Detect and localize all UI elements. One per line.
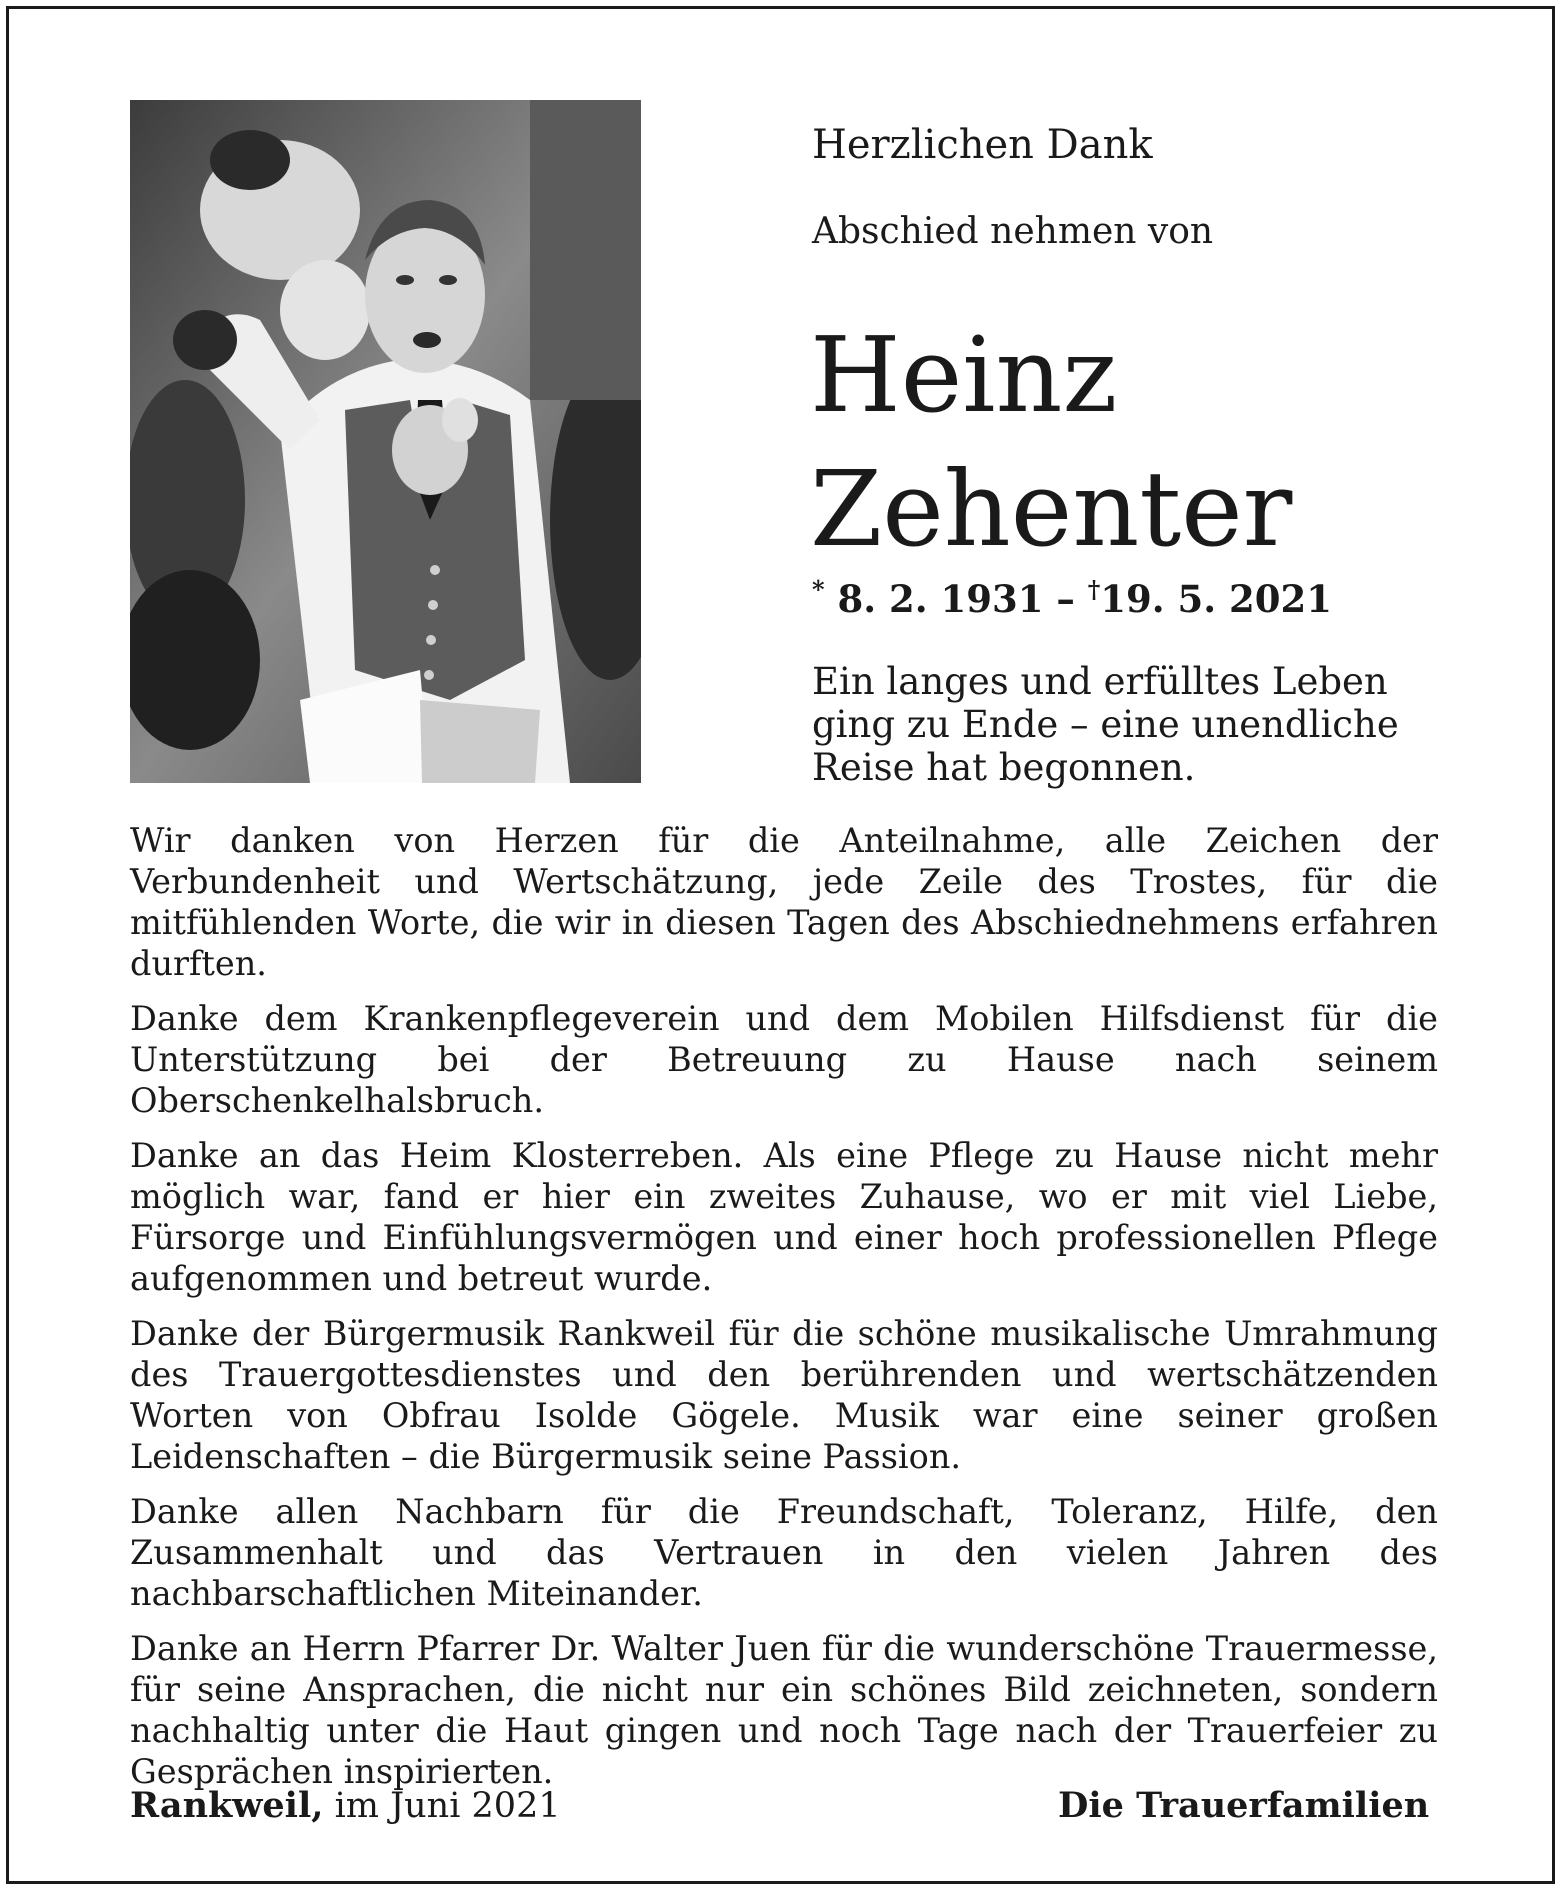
date-separator: – bbox=[1056, 577, 1075, 621]
death-symbol: † bbox=[1087, 575, 1101, 604]
life-dates bbox=[812, 575, 1332, 621]
intro-text: Ein langes und erfülltes Leben ging zu Ende – eine unendliche Reise hat begonnen. bbox=[812, 660, 1399, 789]
thanks-heading: Herzlichen Dank bbox=[812, 122, 1153, 168]
first-name: Heinz bbox=[810, 314, 1118, 436]
paragraph: Danke an Herrn Pfarrer Dr. Walter Juen für die wunderschöne Trauermesse, für seine Ansprachen, die nicht nur ein schönes Bild zeichneten, sondern nachhaltig unter die Haut gingen und noch Tage nach der Trauerfeier zu Gesprächen inspirierten. bbox=[130, 1629, 1438, 1791]
portrait-photo bbox=[130, 100, 641, 783]
signature: Die Trauerfamilien bbox=[1058, 1785, 1430, 1826]
paragraph: Wir danken von Herzen für die Anteilnahme, alle Zeichen der Verbundenheit und Wertschätzung, jede Zeile des Trostes, für die mitfühlenden Worte, die wir in diesen Tagen des Abschiednehmens erfahren durften. bbox=[130, 821, 1438, 983]
paragraph: Danke dem Krankenpflegeverein und dem Mobilen Hilfsdienst für die Unterstützung bei der Betreuung zu Hause nach seinem Oberschenkelhalsbruch. bbox=[130, 999, 1438, 1120]
paragraph: Danke allen Nachbarn für die Freundschaft, Toleranz, Hilfe, den Zusammenhalt und das Vertrauen in den vielen Jahren des nachbarschaftlichen Miteinander. bbox=[130, 1492, 1438, 1613]
last-name: Zehenter bbox=[810, 448, 1293, 570]
date: im Juni 2021 bbox=[334, 1786, 561, 1826]
paragraph: Danke der Bürgermusik Rankweil für die schöne musikalische Umrahmung des Trauergottesdienstes und den berührenden und wertschätzenden Worten von Obfrau Isolde Gögele. Musik war eine seiner großen Leidenschaften – die Bürgermusik seine Passion. bbox=[130, 1314, 1438, 1476]
death-date: 19. 5. 2021 bbox=[1100, 577, 1333, 621]
birth-symbol: * bbox=[812, 575, 825, 604]
deceased-name bbox=[810, 308, 1292, 576]
farewell-line: Abschied nehmen von bbox=[812, 211, 1214, 252]
place: Rankweil, bbox=[130, 1785, 324, 1826]
thanks-body bbox=[130, 820, 1438, 1806]
portrait-photo-image bbox=[130, 100, 641, 783]
paragraph: Danke an das Heim Klosterreben. Als eine Pflege zu Hause nicht mehr möglich war, fand er hier ein zweites Zuhause, wo er mit viel Liebe, Fürsorge und Einfühlungsvermögen und einer hoch professionellen Pflege aufgenommen und betreut wurde. bbox=[130, 1136, 1438, 1298]
place-date bbox=[130, 1785, 561, 1826]
birth-date: 8. 2. 1931 bbox=[837, 577, 1044, 621]
